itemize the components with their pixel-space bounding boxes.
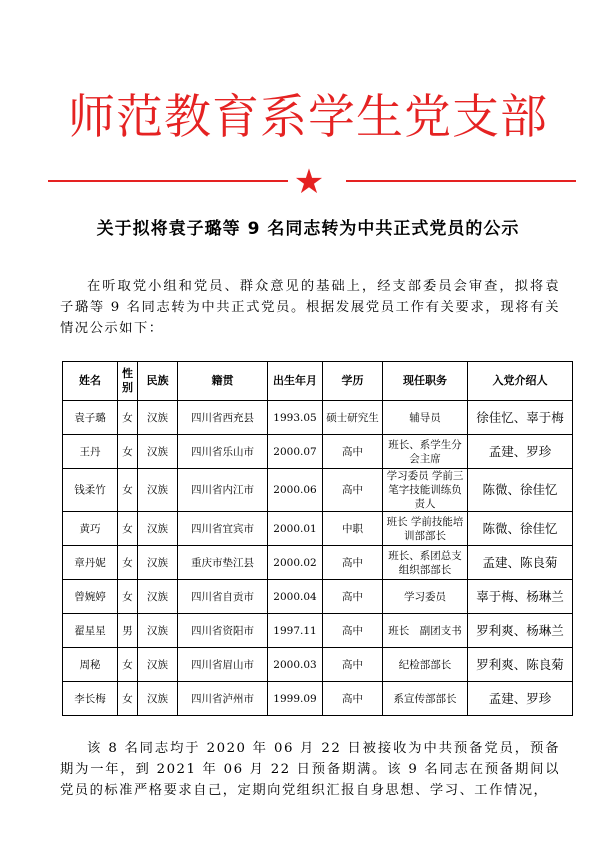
cell-education: 中职 [323, 512, 383, 546]
cell-ethnicity: 汉族 [138, 512, 178, 546]
cell-name: 周秘 [63, 648, 118, 682]
column-header: 姓名 [63, 362, 118, 401]
cell-ethnicity: 汉族 [138, 435, 178, 469]
cell-ethnicity: 汉族 [138, 614, 178, 648]
cell-education: 高中 [323, 469, 383, 512]
cell-ethnicity: 汉族 [138, 546, 178, 580]
cell-ethnicity: 汉族 [138, 401, 178, 435]
letterhead-divider-right [346, 180, 576, 182]
cell-introducer: 孟建、罗珍 [468, 682, 573, 716]
table-row [63, 546, 573, 580]
cell-education: 高中 [323, 580, 383, 614]
cell-introducer: 罗利爽、杨琳兰 [468, 614, 573, 648]
cell-birth-date: 2000.01 [268, 512, 323, 546]
cell-ethnicity: 汉族 [138, 648, 178, 682]
cell-native-place: 四川省资阳市 [178, 614, 268, 648]
cell-gender: 女 [118, 682, 138, 716]
intro-paragraph: 在听取党小组和党员、群众意见的基础上，经支部委员会审查，拟将袁子璐等 9 名同志转为中共正式党员。根据发展党员工作有关要求，现将有关情况公示如下： [60, 279, 560, 336]
cell-position: 学习委员 [383, 580, 468, 614]
cell-name: 李长梅 [63, 682, 118, 716]
table-row [63, 469, 573, 512]
cell-position: 班长、系学生分会主席 [383, 435, 468, 469]
cell-position: 班长 学前技能培训部部长 [383, 512, 468, 546]
cell-name: 钱柔竹 [63, 469, 118, 512]
cell-birth-date: 1993.05 [268, 401, 323, 435]
cell-name: 黄巧 [63, 512, 118, 546]
cell-gender: 女 [118, 512, 138, 546]
cell-birth-date: 1997.11 [268, 614, 323, 648]
document-title: 关于拟将袁子璐等 9 名同志转为中共正式党员的公示 [96, 219, 520, 239]
column-header: 籍贯 [178, 362, 268, 401]
table-row [63, 682, 573, 716]
candidate-table [62, 361, 573, 716]
cell-gender: 女 [118, 401, 138, 435]
cell-name: 章丹妮 [63, 546, 118, 580]
cell-birth-date: 2000.03 [268, 648, 323, 682]
cell-ethnicity: 汉族 [138, 682, 178, 716]
cell-birth-date: 2000.07 [268, 435, 323, 469]
cell-education: 高中 [323, 614, 383, 648]
cell-introducer: 陈微、徐佳忆 [468, 469, 573, 512]
cell-introducer: 孟建、陈良菊 [468, 546, 573, 580]
table-row [63, 512, 573, 546]
cell-native-place: 四川省内江市 [178, 469, 268, 512]
cell-gender: 女 [118, 546, 138, 580]
cell-introducer: 孟建、罗珍 [468, 435, 573, 469]
cell-position: 学习委员 学前三笔字技能训练负责人 [383, 469, 468, 512]
cell-education: 高中 [323, 682, 383, 716]
cell-introducer: 辜于梅、杨琳兰 [468, 580, 573, 614]
cell-native-place: 四川省乐山市 [178, 435, 268, 469]
cell-introducer: 陈微、徐佳忆 [468, 512, 573, 546]
cell-native-place: 四川省宜宾市 [178, 512, 268, 546]
cell-gender: 女 [118, 469, 138, 512]
cell-birth-date: 1999.09 [268, 682, 323, 716]
cell-name: 王丹 [63, 435, 118, 469]
cell-education: 高中 [323, 546, 383, 580]
cell-introducer: 徐佳忆、辜于梅 [468, 401, 573, 435]
cell-education: 高中 [323, 648, 383, 682]
column-header: 入党介绍人 [468, 362, 573, 401]
column-header: 性别 [118, 362, 138, 401]
cell-introducer: 罗利爽、陈良菊 [468, 648, 573, 682]
cell-position: 班长 副团支书 [383, 614, 468, 648]
cell-native-place: 重庆市垫江县 [178, 546, 268, 580]
table-row [63, 435, 573, 469]
cell-birth-date: 2000.04 [268, 580, 323, 614]
cell-position: 班长、系团总支组织部部长 [383, 546, 468, 580]
cell-birth-date: 2000.02 [268, 546, 323, 580]
cell-name: 曾婉婷 [63, 580, 118, 614]
letterhead-divider-left [48, 180, 288, 182]
cell-position: 系宣传部部长 [383, 682, 468, 716]
cell-native-place: 四川省泸州市 [178, 682, 268, 716]
column-header: 出生年月 [268, 362, 323, 401]
cell-education: 高中 [323, 435, 383, 469]
cell-name: 翟星星 [63, 614, 118, 648]
column-header: 现任职务 [383, 362, 468, 401]
closing-paragraph: 该 8 名同志均于 2020 年 06 月 22 日被接收为中共预备党员，预备期为一年，到 2021 年 06 月 22 日预备期满。该 9 名同志在预备期间以党员的标准严格要求自己，定期向党组织汇报自身思想、学习、工作情况， [60, 741, 560, 798]
cell-position: 纪检部部长 [383, 648, 468, 682]
column-header: 民族 [138, 362, 178, 401]
table-header-row [63, 362, 573, 401]
cell-education: 硕士研究生 [323, 401, 383, 435]
cell-ethnicity: 汉族 [138, 469, 178, 512]
org-name-title: 师范教育系学生党支部 [68, 90, 548, 145]
column-header: 学历 [323, 362, 383, 401]
table-row [63, 401, 573, 435]
cell-gender: 男 [118, 614, 138, 648]
cell-ethnicity: 汉族 [138, 580, 178, 614]
star-icon: ★ [293, 162, 325, 202]
cell-native-place: 四川省自贡市 [178, 580, 268, 614]
table-row [63, 580, 573, 614]
letterhead [0, 92, 616, 144]
cell-native-place: 四川省眉山市 [178, 648, 268, 682]
cell-gender: 女 [118, 580, 138, 614]
table-row [63, 648, 573, 682]
cell-birth-date: 2000.06 [268, 469, 323, 512]
cell-gender: 女 [118, 648, 138, 682]
cell-position: 辅导员 [383, 401, 468, 435]
cell-gender: 女 [118, 435, 138, 469]
table-row [63, 614, 573, 648]
cell-native-place: 四川省西充县 [178, 401, 268, 435]
cell-name: 袁子璐 [63, 401, 118, 435]
